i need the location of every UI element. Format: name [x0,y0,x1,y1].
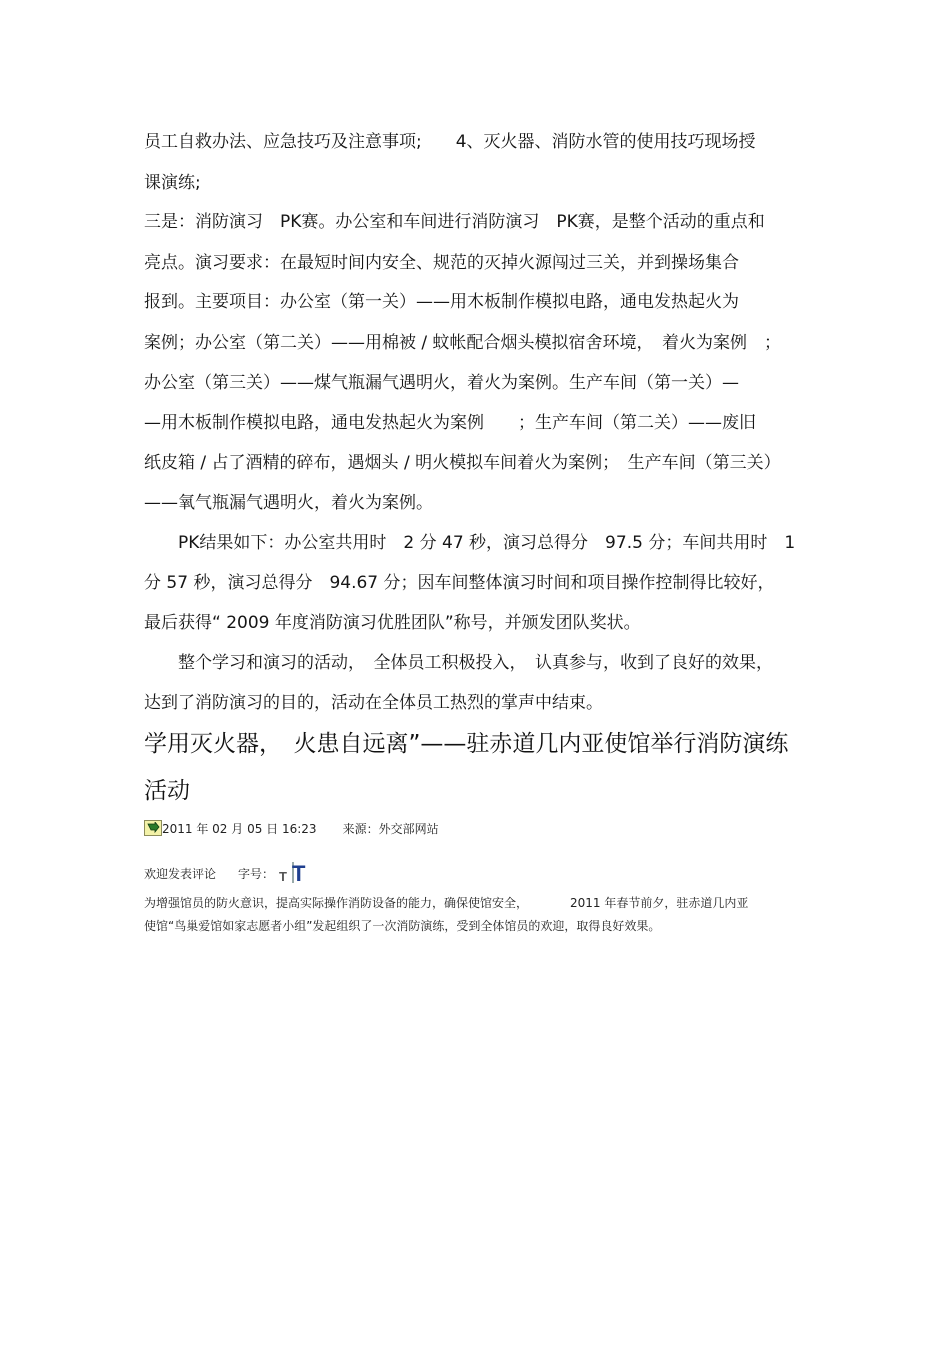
text-line: 达到了消防演习的目的，活动在全体员工热烈的掌声中结束。 [144,693,603,713]
svg-text:T: T [278,869,287,884]
article-body-line: 为增强馆员的防火意识，提高实际操作消防设备的能力，确保使馆安全， 2011 年春节前夕，驻赤道几内亚 [144,896,749,910]
article-title-cont: 活动 [144,778,190,804]
comment-row [144,860,308,884]
text-line: 最后获得“ 2009 年度消防演习优胜团队”称号，并颁发团队奖状。 [144,613,641,633]
text-line: 纸皮箱 / 占了酒精的碎布，遇烟头 / 明火模拟车间着火为案例； 生产车间（第三关） [144,453,781,473]
text-line: —用木板制作模拟电路，通电发热起火为案例 ；生产车间（第二关）——废旧 [144,413,756,433]
text-line: 课演练; [144,173,201,193]
text-line: ——氧气瓶漏气遇明火，着火为案例。 [144,493,433,513]
font-size-icon[interactable] [278,860,308,884]
text-line: 分 57 秒，演习总得分 94.67 分；因车间整体演习时间和项目操作控制得比较好， [144,573,775,593]
text-line: PK结果如下：办公室共用时 2 分 47 秒，演习总得分 97.5 分；车间共用时 1 [144,533,796,553]
arrow-icon [144,820,162,836]
text-line: 案例；办公室（第二关）——用棉被 / 蚊帐配合烟头模拟宿舍环境， 着火为案例 ； [144,333,782,353]
comment-link[interactable]: 欢迎发表评论 [144,867,217,881]
text-line: 员工自救办法、应急技巧及注意事项; 4、灭火器、消防水管的使用技巧现场授 [144,132,756,152]
text-line: 报到。主要项目：办公室（第一关）——用木板制作模拟电路，通电发热起火为 [144,292,739,312]
text-line: 整个学习和演习的活动， 全体员工积极投入， 认真参与，收到了良好的效果， [144,653,773,673]
text-line: 办公室（第三关）——煤气瓶漏气遇明火，着火为案例。生产车间（第一关）— [144,373,739,393]
article-body-line: 使馆“鸟巢爱馆如家志愿者小组”发起组织了一次消防演练，受到全体馆员的欢迎，取得良好效果。 [144,919,661,933]
article-source: 来源：外交部网站 [330,822,439,836]
svg-text:T: T [291,861,306,884]
article-title: 学用灭火器， 火患自远离”——驻赤道几内亚使馆举行消防演练 [144,731,789,757]
article-meta [144,820,439,837]
text-line: 亮点。演习要求：在最短时间内安全、规范的灭掉火源闯过三关，并到操场集合 [144,253,739,273]
article-date: 2011 年 02 月 05 日 16:23 [162,822,317,836]
text-line: 三是：消防演习 PK赛。办公室和车间进行消防演习 PK赛，是整个活动的重点和 [144,212,765,232]
font-size-label: 字号： [238,867,275,881]
